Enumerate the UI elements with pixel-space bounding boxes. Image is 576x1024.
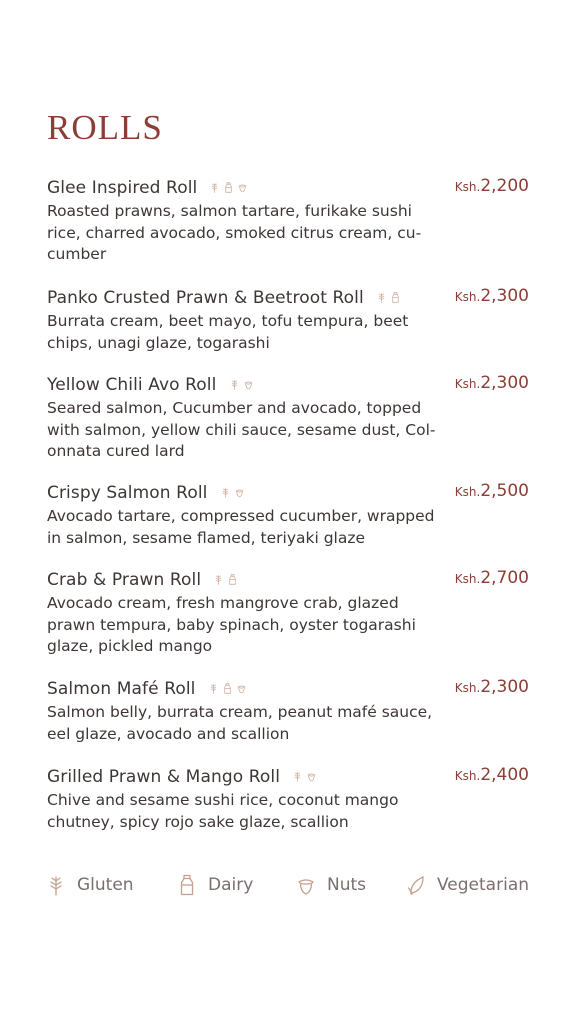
milk-carton-icon <box>228 574 237 585</box>
item-price <box>455 765 529 785</box>
item-tags <box>214 569 242 588</box>
wheat-icon <box>221 487 230 498</box>
legend-vegetarian <box>407 872 529 898</box>
wheat-icon <box>230 379 239 390</box>
item-description: Burrata cream, beet mayo, tofu tempura, beet chips, unagi glaze, togarashi <box>47 312 409 352</box>
item-tags <box>210 177 252 196</box>
legend-dairy <box>178 872 253 898</box>
item-price <box>455 677 529 697</box>
item-description: Roasted prawns, salmon tartare, furikake sushi rice, charred avocado, smoked citrus cream, cu-cumber <box>47 202 422 263</box>
milk-carton-icon <box>178 874 196 896</box>
price-amount: 2,200 <box>480 176 529 196</box>
item-price <box>455 481 529 501</box>
item-tags <box>293 766 321 785</box>
item-price <box>455 286 529 306</box>
menu-item <box>47 177 529 266</box>
price-amount: 2,300 <box>480 286 529 306</box>
item-description: Avocado tartare, compressed cucumber, wrapped in salmon, sesame flamed, teriyaki glaze <box>47 507 435 547</box>
currency-label: Ksh. <box>454 180 481 194</box>
item-description: Salmon belly, burrata cream, peanut mafé sauce, eel glaze, avocado and scallion <box>47 703 433 743</box>
item-price <box>455 176 529 196</box>
item-description: Seared salmon, Cucumber and avocado, topped with salmon, yellow chili sauce, sesame dust, Col-onnata cured lard <box>47 399 436 460</box>
wheat-icon <box>214 574 223 585</box>
acorn-icon <box>237 683 246 694</box>
acorn-icon <box>297 874 315 896</box>
item-name: Crab & Prawn Roll <box>47 570 202 590</box>
menu-item <box>47 569 529 658</box>
price-amount: 2,500 <box>480 481 529 501</box>
item-price <box>455 568 529 588</box>
item-name: Panko Crusted Prawn & Beetroot Roll <box>47 288 364 308</box>
item-name: Salmon Mafé Roll <box>47 679 196 699</box>
menu-item <box>47 287 529 354</box>
wheat-icon <box>293 771 302 782</box>
legend-label: Nuts <box>327 875 367 895</box>
item-price <box>455 373 529 393</box>
currency-label: Ksh. <box>454 769 481 783</box>
section-title: ROLLS <box>47 108 163 147</box>
item-tags <box>209 678 251 697</box>
legend-gluten <box>47 872 134 898</box>
currency-label: Ksh. <box>454 290 481 304</box>
legend-label: Vegetarian <box>437 875 530 895</box>
wheat-icon <box>209 683 218 694</box>
allergen-legend <box>47 872 529 898</box>
item-name: Crispy Salmon Roll <box>47 483 208 503</box>
price-amount: 2,300 <box>480 373 529 393</box>
legend-label: Dairy <box>208 875 254 895</box>
wheat-icon <box>210 182 219 193</box>
acorn-icon <box>244 379 253 390</box>
acorn-icon <box>235 487 244 498</box>
price-amount: 2,700 <box>480 568 529 588</box>
price-amount: 2,400 <box>480 765 529 785</box>
item-tags <box>377 287 405 306</box>
item-description: Avocado cream, fresh mangrove crab, glazed prawn tempura, baby spinach, oyster togarashi glaze, pickled mango <box>47 594 416 655</box>
wheat-icon <box>47 874 65 896</box>
currency-label: Ksh. <box>454 377 481 391</box>
item-tags <box>221 482 249 501</box>
wheat-icon <box>377 292 386 303</box>
acorn-icon <box>307 771 316 782</box>
item-name: Grilled Prawn & Mango Roll <box>47 767 281 787</box>
currency-label: Ksh. <box>454 681 481 695</box>
legend-nuts <box>297 872 366 898</box>
item-description: Chive and sesame sushi rice, coconut mango chutney, spicy rojo sake glaze, scallion <box>47 791 399 831</box>
item-name: Glee Inspired Roll <box>47 178 198 198</box>
menu-item <box>47 678 529 745</box>
milk-carton-icon <box>224 182 233 193</box>
milk-carton-icon <box>391 292 400 303</box>
menu-item <box>47 766 529 833</box>
currency-label: Ksh. <box>454 572 481 586</box>
currency-label: Ksh. <box>454 485 481 499</box>
menu-item <box>47 482 529 549</box>
item-tags <box>230 374 258 393</box>
item-name: Yellow Chili Avo Roll <box>47 375 217 395</box>
milk-carton-icon <box>223 683 232 694</box>
legend-label: Gluten <box>77 875 134 895</box>
leaf-icon <box>407 874 425 896</box>
acorn-icon <box>238 182 247 193</box>
price-amount: 2,300 <box>480 677 529 697</box>
menu-item <box>47 374 529 463</box>
